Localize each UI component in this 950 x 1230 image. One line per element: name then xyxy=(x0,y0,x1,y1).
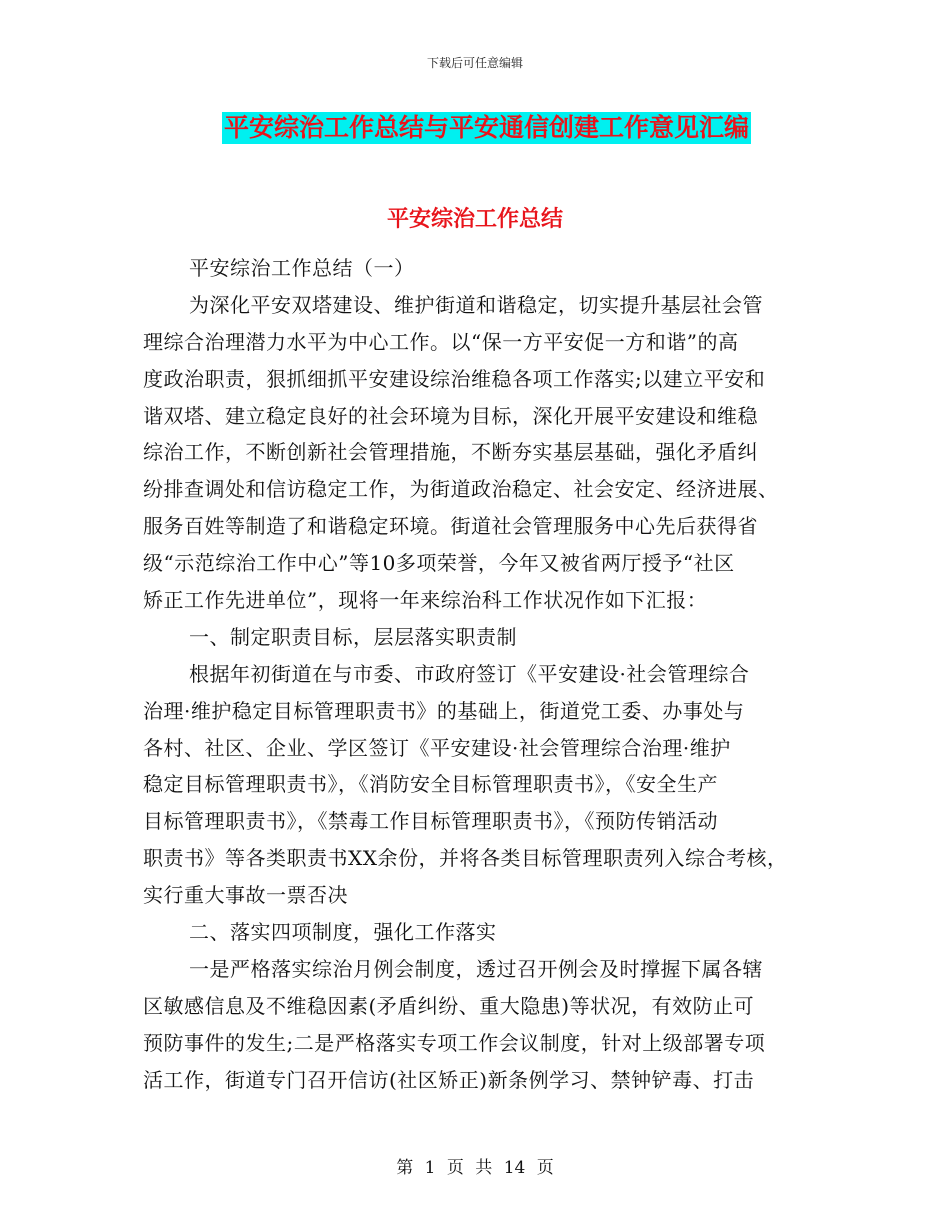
body-line: 实行重大事故一票否决 xyxy=(143,883,348,908)
body-line: 治理·维护稳定目标管理职责书》的基础上，街道党工委、办事处与 xyxy=(143,698,745,723)
body-line: 平安综治工作总结（一） xyxy=(189,256,415,280)
body-line: 一、制定职责目标，层层落实职责制 xyxy=(189,624,517,649)
body-line: 综治工作，不断创新社会管理措施，不断夯实基层基础，强化矛盾纠 xyxy=(143,440,758,465)
body-line: 服务百姓等制造了和谐稳定环境。街道社会管理服务中心先后获得省 xyxy=(143,514,758,539)
body-line: 目标管理职责书》，《禁毒工作目标管理职责书》，《预防传销活动 xyxy=(143,809,718,834)
body-line: 活工作，街道专门召开信访(社区矫正)新条例学习、禁钟铲毒、打击 xyxy=(143,1067,755,1092)
body-line: 为深化平安双塔建设、维护街道和谐稳定，切实提升基层社会管 xyxy=(189,292,763,317)
body-line: 一是严格落实综治月例会制度，透过召开例会及时撑握下属各辖 xyxy=(189,956,763,981)
body-line: 区敏感信息及不维稳因素(矛盾纠纷、重大隐患)等状况，有效防止可 xyxy=(143,993,755,1018)
body-line: 预防事件的发生;二是严格落实专项工作会议制度，针对上级部署专项 xyxy=(143,1030,766,1055)
body-line: 二、落实四项制度，强化工作落实 xyxy=(189,920,497,945)
document-title: 平安综治工作总结与平安通信创建工作意见汇编 xyxy=(224,113,750,142)
section-title: 平安综治工作总结 xyxy=(386,207,563,232)
body-line: 度政治职责，狠抓细抓平安建设综治维稳各项工作落实;以建立平安和 xyxy=(143,366,766,391)
body-line: 谐双塔、建立稳定良好的社会环境为目标，深化开展平安建设和维稳 xyxy=(143,403,758,428)
body-line: 理综合治理潜力水平为中心工作。以“保一方平安促一方和谐”的高 xyxy=(143,329,739,354)
body-line: 各村、社区、企业、学区签订《平安建设·社会管理综合治理·维护 xyxy=(143,735,731,760)
body-line: 级“示范综治工作中心”等10多项荣誉，今年又被省两厅授予“社区 xyxy=(143,551,735,576)
body-line: 稳定目标管理职责书》，《消防安全目标管理职责书》，《安全生产 xyxy=(143,772,718,797)
page-footer: 第 1 页 共 14 页 xyxy=(396,1158,554,1178)
document-body xyxy=(143,250,823,1098)
header-note: 下载后可任意编辑 xyxy=(426,56,523,70)
body-line: 矫正工作先进单位”，现将一年来综治科工作状况作如下汇报： xyxy=(143,588,708,613)
body-line: 根据年初街道在与市委、市政府签订《平安建设·社会管理综合 xyxy=(189,661,750,686)
body-line: 职责书》等各类职责书XX余份，并将各类目标管理职责列入综合考核， xyxy=(143,846,788,871)
body-line: 纷排查调处和信访稳定工作，为街道政治稳定、社会安定、经济进展、 xyxy=(143,477,779,502)
